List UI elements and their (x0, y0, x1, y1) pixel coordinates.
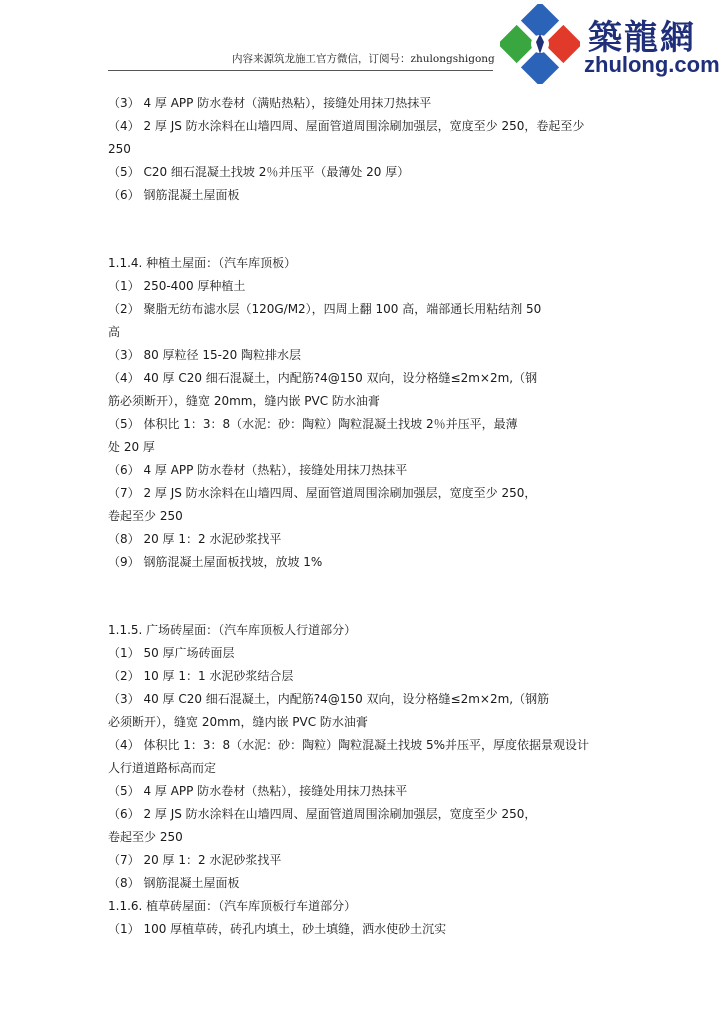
list-item: （4） 40 厚 C20 细石混凝土，内配筋?4@150 双向，设分格缝≤2m×2m,（钢 (108, 371, 538, 385)
list-item: （3） 40 厚 C20 细石混凝土，内配筋?4@150 双向，设分格缝≤2m×2m,（钢筋 (108, 692, 550, 706)
list-item: （7） 2 厚 JS 防水涂料在山墙四周、屋面管道周围涂刷加强层，宽度至少 250， (108, 486, 537, 500)
zhulong-logo-icon (500, 4, 580, 84)
list-item: （9） 钢筋混凝土屋面板找坡，放坡 1% (108, 555, 323, 569)
list-item: （6） 4 厚 APP 防水卷材（热粘），接缝处用抹刀热抹平 (108, 463, 408, 477)
list-item: （1） 50 厚广场砖面层 (108, 646, 235, 660)
list-item: （5） C20 细石混凝土找坡 2％并压平（最薄处 20 厚） (108, 165, 410, 179)
list-item-continuation: 筋必须断开），缝宽 20mm，缝内嵌 PVC 防水油膏 (108, 394, 380, 408)
section-heading: 1.1.4. 种植土屋面：（汽车库顶板） (108, 256, 297, 270)
list-item: （6） 钢筋混凝土屋面板 (108, 188, 240, 202)
header-source-text: 内容来源筑龙施工官方微信，订阅号：zhulongshigong (232, 53, 495, 65)
list-item-continuation: 处 20 厚 (108, 440, 155, 454)
list-item: （4） 体积比 1：3：8（水泥：砂：陶粒）陶粒混凝土找坡 5%并压平，厚度依据景观设计 (108, 738, 590, 752)
section-heading: 1.1.5. 广场砖屋面：（汽车库顶板人行道部分） (108, 623, 357, 637)
list-item-continuation: 250 (108, 142, 131, 156)
list-item: （5） 4 厚 APP 防水卷材（热粘），接缝处用抹刀热抹平 (108, 784, 408, 798)
list-item: （3） 80 厚粒径 15-20 陶粒排水层 (108, 348, 302, 362)
list-item: （3） 4 厚 APP 防水卷材（满贴热粘），接缝处用抹刀热抹平 (108, 96, 432, 110)
list-item-continuation: 卷起至少 250 (108, 830, 183, 844)
list-item: （2） 聚脂无纺布滤水层（120G/M2），四周上翻 100 高，端部通长用粘结剂 50 (108, 302, 542, 316)
list-item: （2） 10 厚 1：1 水泥砂浆结合层 (108, 669, 294, 683)
logo-chinese-text: 築龍網 (588, 18, 696, 58)
header-divider (108, 70, 493, 71)
list-item: （8） 钢筋混凝土屋面板 (108, 876, 240, 890)
list-item: （8） 20 厚 1：2 水泥砂浆找平 (108, 532, 282, 546)
list-item-continuation: 高 (108, 325, 121, 339)
list-item-continuation: 必须断开），缝宽 20mm，缝内嵌 PVC 防水油膏 (108, 715, 368, 729)
list-item: （1） 100 厚植草砖，砖孔内填土，砂土填缝，洒水使砂土沉实 (108, 922, 447, 936)
section-heading: 1.1.6. 植草砖屋面：（汽车库顶板行车道部分） (108, 899, 357, 913)
list-item-continuation: 卷起至少 250 (108, 509, 183, 523)
list-item: （1） 250-400 厚种植土 (108, 279, 246, 293)
list-item: （4） 2 厚 JS 防水涂料在山墙四周、屋面管道周围涂刷加强层，宽度至少 250，卷起至少 (108, 119, 585, 133)
list-item-continuation: 人行道道路标高而定 (108, 761, 217, 775)
logo-english-text: zhulong.com (584, 52, 720, 77)
list-item: （6） 2 厚 JS 防水涂料在山墙四周、屋面管道周围涂刷加强层，宽度至少 250， (108, 807, 537, 821)
zhulong-logo (500, 4, 722, 84)
list-item: （5） 体积比 1：3：8（水泥：砂：陶粒）陶粒混凝土找坡 2％并压平，最薄 (108, 417, 518, 431)
list-item: （7） 20 厚 1：2 水泥砂浆找平 (108, 853, 282, 867)
